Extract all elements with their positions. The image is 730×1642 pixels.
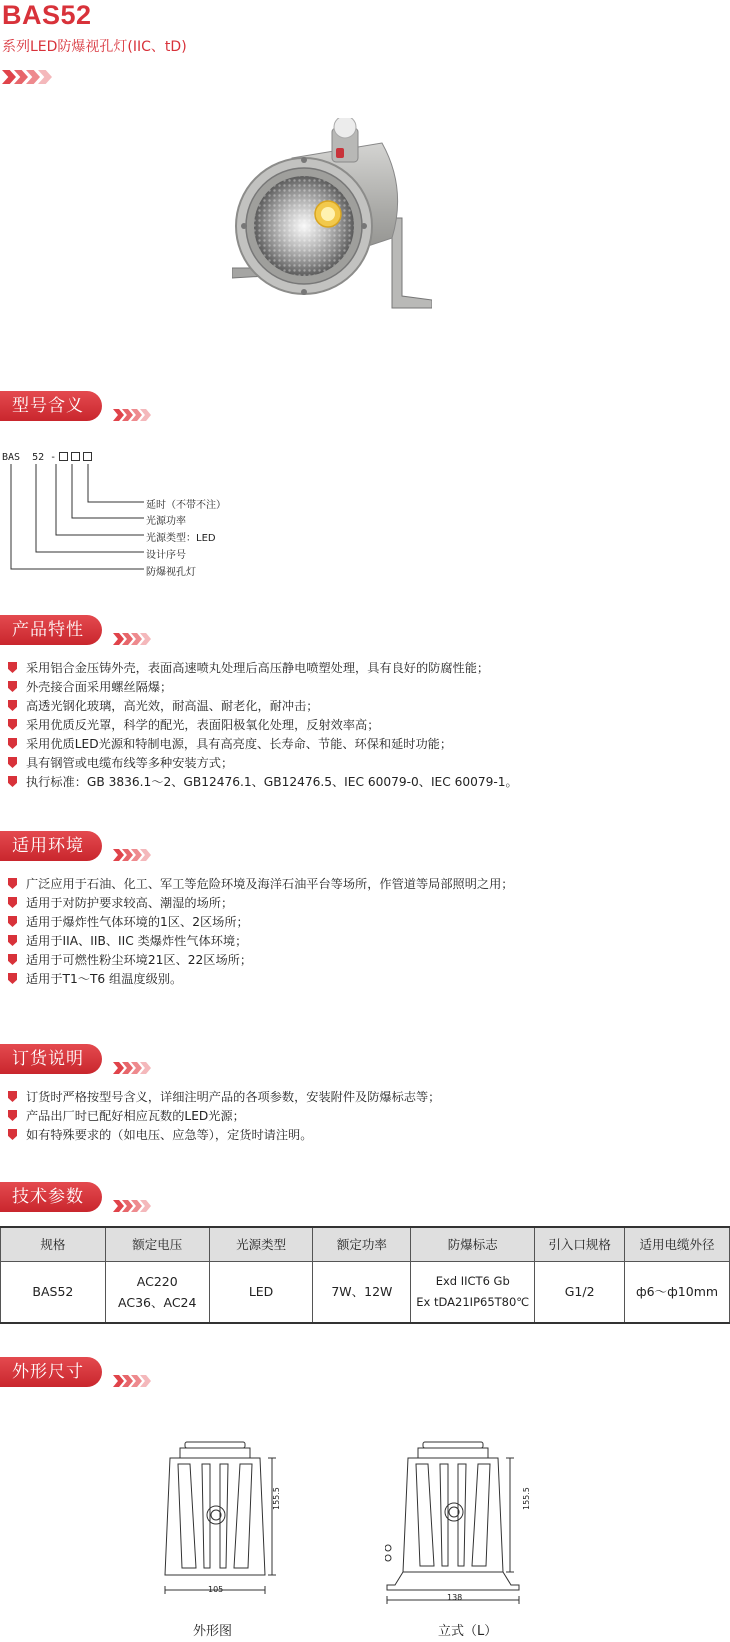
bullet-icon: [8, 878, 17, 889]
table-row: [1, 1261, 730, 1323]
dimension-width-label: 138: [447, 1593, 463, 1602]
section-chevrons: [113, 849, 149, 861]
table-cell-cable: ф6～ф10mm: [625, 1261, 730, 1323]
model-label-design-no: 设计序号: [146, 550, 186, 561]
section-chevrons: [113, 1375, 149, 1387]
table-cell-voltage: AC220 AC36、AC24: [105, 1261, 209, 1323]
chevron-icon: [113, 633, 124, 645]
bullet-icon: [8, 1129, 17, 1140]
table-header: 额定电压: [105, 1227, 209, 1261]
bullet-icon: [8, 1091, 17, 1102]
spec-table: [0, 1226, 730, 1324]
list-item: 采用铝合金压铸外壳，表面高速喷丸处理后高压静电喷塑处理，具有良好的防腐性能；: [8, 658, 518, 677]
list-item: 产品出厂时已配好相应瓦数的LED光源；: [8, 1106, 440, 1125]
table-cell-inlet: G1/2: [535, 1261, 625, 1323]
dimension-height-label: 155.5: [272, 1487, 281, 1510]
section-heading-ordering: 订货说明: [0, 1044, 102, 1074]
bullet-icon: [8, 681, 17, 692]
model-leader-lines: [0, 462, 150, 572]
table-header: 规格: [1, 1227, 106, 1261]
bullet-icon: [8, 935, 17, 946]
bullet-icon: [8, 757, 17, 768]
bullet-icon: [8, 662, 17, 673]
chevron-icon: [113, 1200, 124, 1212]
list-item: 执行标准：GB 3836.1～2、GB12476.1、GB12476.5、IEC 60079-0、IEC 60079-1。: [8, 772, 518, 791]
list-item: 广泛应用于石油、化工、军工等危险环境及海洋石油平台等场所，作管道等局部照明之用；: [8, 874, 514, 893]
bullet-icon: [8, 719, 17, 730]
section-heading-dimensions: 外形尺寸: [0, 1357, 102, 1387]
table-cell-power: 7W、12W: [313, 1261, 411, 1323]
section-chevrons: [113, 1200, 149, 1212]
bullet-icon: [8, 738, 17, 749]
chevron-icon: [113, 1375, 124, 1387]
section-chevrons: [113, 633, 149, 645]
dimension-caption-vertical: 立式（L）: [438, 1624, 498, 1639]
model-box: [83, 452, 92, 461]
chevron-icon: [38, 70, 52, 84]
table-header: 适用电缆外径: [625, 1227, 730, 1261]
model-code-prefix: BAS: [2, 452, 21, 463]
dimension-drawing-standard: [160, 1440, 290, 1625]
section-heading-model: 型号含义: [0, 391, 102, 421]
ordering-list: [8, 1087, 440, 1144]
list-item: 外壳接合面采用螺丝隔爆；: [8, 677, 518, 696]
page-title: BAS52: [2, 0, 92, 30]
bullet-icon: [8, 700, 17, 711]
model-box: [71, 452, 80, 461]
list-item: 适用于IIA、IIB、IIC 类爆炸性气体环境；: [8, 931, 514, 950]
features-list: [8, 658, 518, 791]
bullet-icon: [8, 897, 17, 908]
chevron-icon: [113, 409, 124, 421]
list-item: 订货时严格按型号含义，详细注明产品的各项参数，安装附件及防爆标志等；: [8, 1087, 440, 1106]
bullet-icon: [8, 1110, 17, 1121]
list-item: 采用优质LED光源和特制电源，具有高亮度、长寿命、节能、环保和延时功能；: [8, 734, 518, 753]
table-cell-exmark: Exd IICT6 Gb Ex tDA21IP65T80℃: [411, 1261, 535, 1323]
page-subtitle: 系列LED防爆视孔灯(IIC、tD): [2, 39, 187, 55]
model-label-product: 防爆视孔灯: [146, 567, 196, 578]
model-label-light-type: 光源类型：LED: [146, 533, 216, 544]
section-chevrons: [113, 1062, 149, 1074]
section-heading-environment: 适用环境: [0, 831, 102, 861]
section-chevrons: [113, 409, 149, 421]
bullet-icon: [8, 916, 17, 927]
bullet-icon: [8, 954, 17, 965]
section-heading-tech: 技术参数: [0, 1182, 102, 1212]
title-chevrons: [2, 70, 50, 84]
model-label-power: 光源功率: [146, 516, 186, 527]
chevron-icon: [14, 70, 28, 84]
bullet-icon: [8, 973, 17, 984]
environment-list: [8, 874, 514, 988]
chevron-icon: [2, 70, 16, 84]
list-item: 如有特殊要求的（如电压、应急等），定货时请注明。: [8, 1125, 440, 1144]
dimension-height-label: 155.5: [522, 1487, 531, 1510]
dimension-caption-standard: 外形图: [193, 1624, 233, 1639]
table-header: 额定功率: [313, 1227, 411, 1261]
product-photo: [232, 118, 432, 340]
bullet-icon: [8, 776, 17, 787]
list-item: 适用于可燃性粉尘环境21区、22区场所；: [8, 950, 514, 969]
list-item: 适用于爆炸性气体环境的1区、2区场所；: [8, 912, 514, 931]
table-header: 引入口规格: [535, 1227, 625, 1261]
table-header: 光源类型: [209, 1227, 313, 1261]
dimension-width-label: 105: [208, 1585, 224, 1594]
table-header: 防爆标志: [411, 1227, 535, 1261]
model-code-series: 52 -: [32, 452, 57, 463]
list-item: 具有钢管或电缆布线等多种安装方式；: [8, 753, 518, 772]
section-heading-features: 产品特性: [0, 615, 102, 645]
table-header-row: [1, 1227, 730, 1261]
model-box: [59, 452, 68, 461]
table-cell-model: BAS52: [1, 1261, 106, 1323]
list-item: 高透光钢化玻璃，高光效，耐高温、耐老化，耐冲击；: [8, 696, 518, 715]
chevron-icon: [113, 849, 124, 861]
list-item: 适用于对防护要求较高、潮湿的场所；: [8, 893, 514, 912]
table-cell-light: LED: [209, 1261, 313, 1323]
chevron-icon: [113, 1062, 124, 1074]
chevron-icon: [26, 70, 40, 84]
list-item: 采用优质反光罩，科学的配光，表面阳极氧化处理，反射效率高；: [8, 715, 518, 734]
list-item: 适用于T1～T6 组温度级别。: [8, 969, 514, 988]
model-label-delay: 延时（不带不注）: [146, 500, 226, 511]
